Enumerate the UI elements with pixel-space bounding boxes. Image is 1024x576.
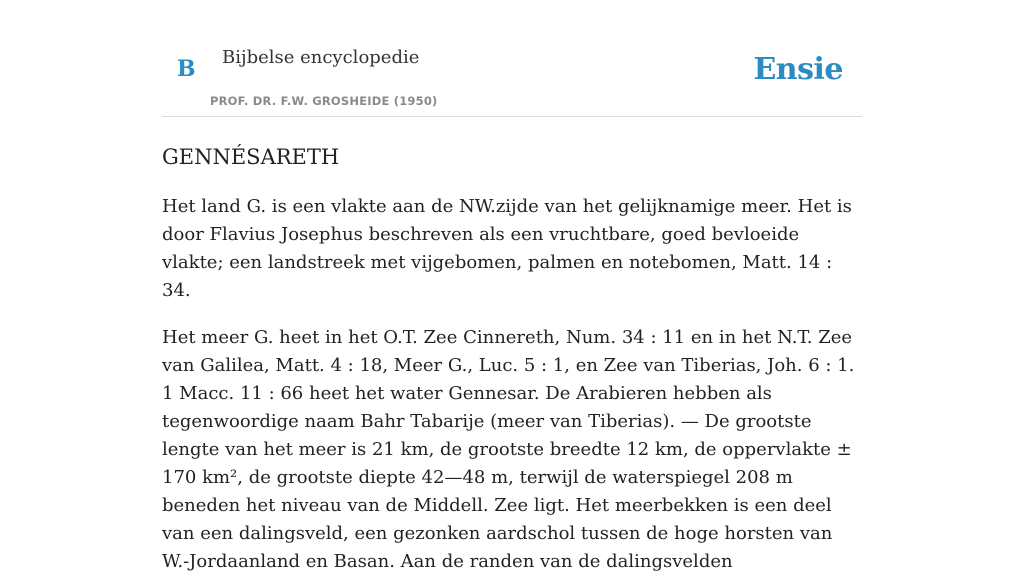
brand-logo[interactable]: Ensie <box>753 52 843 87</box>
entry-paragraph: Het meer G. heet in het O.T. Zee Cinnereth, Num. 34 : 11 en in het N.T. Zee van Galilea, Matt. 4 : 18, Meer G., Luc. 5 : 1, en Zee van Tiberias, Joh. 6 : 1. 1 Macc. 11 : 66 heet het water Gennesar. De Arabieren hebben als tegenwoordige naam Bahr Tabarije (meer van Tiberias). — De grootste lengte van het meer is 21 km, de grootste breedte 12 km, de oppervlakte ± 170 km², de grootste diepte 42—48 m, terwijl de waterspiegel 208 m beneden het niveau van de Middell. Zee ligt. Het meerbekken is een deel van een dalingsveld, een gezonken aardschol tussen de hoge horsten van W.-Jordaanland en Basan. Aan de randen van de dalingsvelden <box>162 327 855 572</box>
header <box>162 0 862 117</box>
book-author: PROF. DR. F.W. GROSHEIDE (1950) <box>210 94 438 108</box>
entry-body <box>162 193 862 576</box>
book-logo[interactable]: B <box>177 56 196 82</box>
entry-title: GENNÉSARETH <box>162 145 340 169</box>
book-title[interactable]: Bijbelse encyclopedie <box>222 47 420 68</box>
page <box>162 0 862 576</box>
entry-paragraph: Het land G. is een vlakte aan de NW.zijde van het gelijknamige meer. Het is door Flavius Josephus beschreven als een vruchtbare, goed bevloeide vlakte; een landstreek met vijgebomen, palmen en notebomen, Matt. 14 : 34. <box>162 196 852 301</box>
